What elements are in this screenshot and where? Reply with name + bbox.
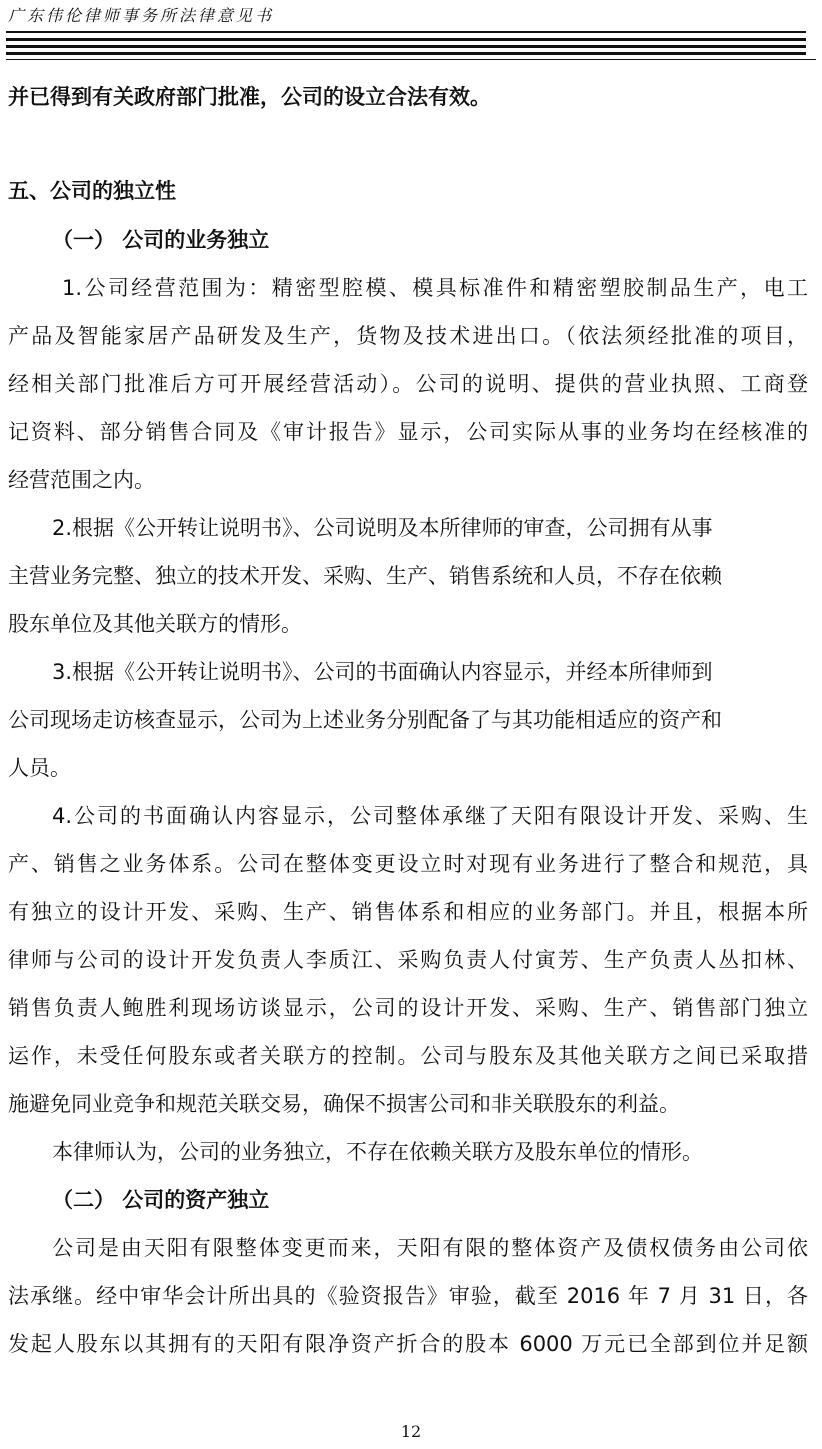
paragraph-line: 4.公司的书面确认内容显示，公司整体承继了天阳有限设计开发、采购、生 xyxy=(52,804,808,828)
paragraph-line: 销售负责人鲍胜利现场访谈显示，公司的设计开发、采购、生产、销售部门独立 xyxy=(8,996,808,1020)
paragraph-line: 人员。 xyxy=(8,756,71,780)
paragraph-line: 股东单位及其他关联方的情形。 xyxy=(8,612,302,636)
paragraph-line: 产、销售之业务体系。公司在整体变更设立时对现有业务进行了整合和规范，具 xyxy=(8,852,808,876)
paragraph-line: 3.根据《公开转让说明书》、公司的书面确认内容显示，并经本所律师到 xyxy=(52,660,713,684)
subsection-title: （二） 公司的资产独立 xyxy=(52,1188,270,1212)
header-rule xyxy=(6,38,806,41)
header-rule xyxy=(6,59,816,60)
subsection-title: （一） 公司的业务独立 xyxy=(52,228,270,252)
paragraph-line: 律师与公司的设计开发负责人李质江、采购负责人付寅芳、生产负责人丛扣林、 xyxy=(8,948,808,972)
header-rule xyxy=(6,52,806,55)
paragraph-line: 记资料、部分销售合同及《审计报告》显示，公司实际从事的业务均在经核准的 xyxy=(8,420,808,444)
paragraph-line: 公司是由天阳有限整体变更而来，天阳有限的整体资产及债权债务由公司依 xyxy=(52,1236,808,1260)
paragraph-line: 1.公司经营范围为：精密型腔模、模具标准件和精密塑胶制品生产，电工 xyxy=(62,276,808,300)
paragraph-line: 产品及智能家居产品研发及生产，货物及技术进出口。（依法须经批准的项目， xyxy=(8,324,808,348)
paragraph-line: 公司现场走访核查显示，公司为上述业务分别配备了与其功能相适应的资产和 xyxy=(8,708,722,732)
header-rule xyxy=(6,45,806,48)
header-rule xyxy=(6,31,806,33)
section-title: 五、公司的独立性 xyxy=(8,179,176,203)
header-title: 广东伟伦律师事务所法律意见书 xyxy=(8,6,275,25)
paragraph-line: 经相关部门批准后方可开展经营活动）。公司的说明、提供的营业执照、工商登 xyxy=(8,372,808,396)
continuation-line: 并已得到有关政府部门批准，公司的设立合法有效。 xyxy=(8,85,491,109)
paragraph-line: 主营业务完整、独立的技术开发、采购、生产、销售系统和人员，不存在依赖 xyxy=(8,564,722,588)
conclusion-line: 本律师认为，公司的业务独立，不存在依赖关联方及股东单位的情形。 xyxy=(52,1140,703,1164)
paragraph-line: 运作，未受任何股东或者关联方的控制。公司与股东及其他关联方之间已采取措 xyxy=(8,1044,808,1068)
paragraph-line: 2.根据《公开转让说明书》、公司说明及本所律师的审查，公司拥有从事 xyxy=(52,516,713,540)
paragraph-line: 法承继。经中审华会计所出具的《验资报告》审验，截至 2016 年 7 月 31 日，各 xyxy=(8,1284,808,1308)
paragraph-line: 发起人股东以其拥有的天阳有限净资产折合的股本 6000 万元已全部到位并足额 xyxy=(8,1332,808,1356)
page-number: 12 xyxy=(400,1422,422,1441)
paragraph-line: 施避免同业竞争和规范关联交易，确保不损害公司和非关联股东的利益。 xyxy=(8,1092,680,1116)
paragraph-line: 有独立的设计开发、采购、生产、销售体系和相应的业务部门。并且，根据本所 xyxy=(8,900,808,924)
paragraph-line: 经营范围之内。 xyxy=(8,468,155,492)
